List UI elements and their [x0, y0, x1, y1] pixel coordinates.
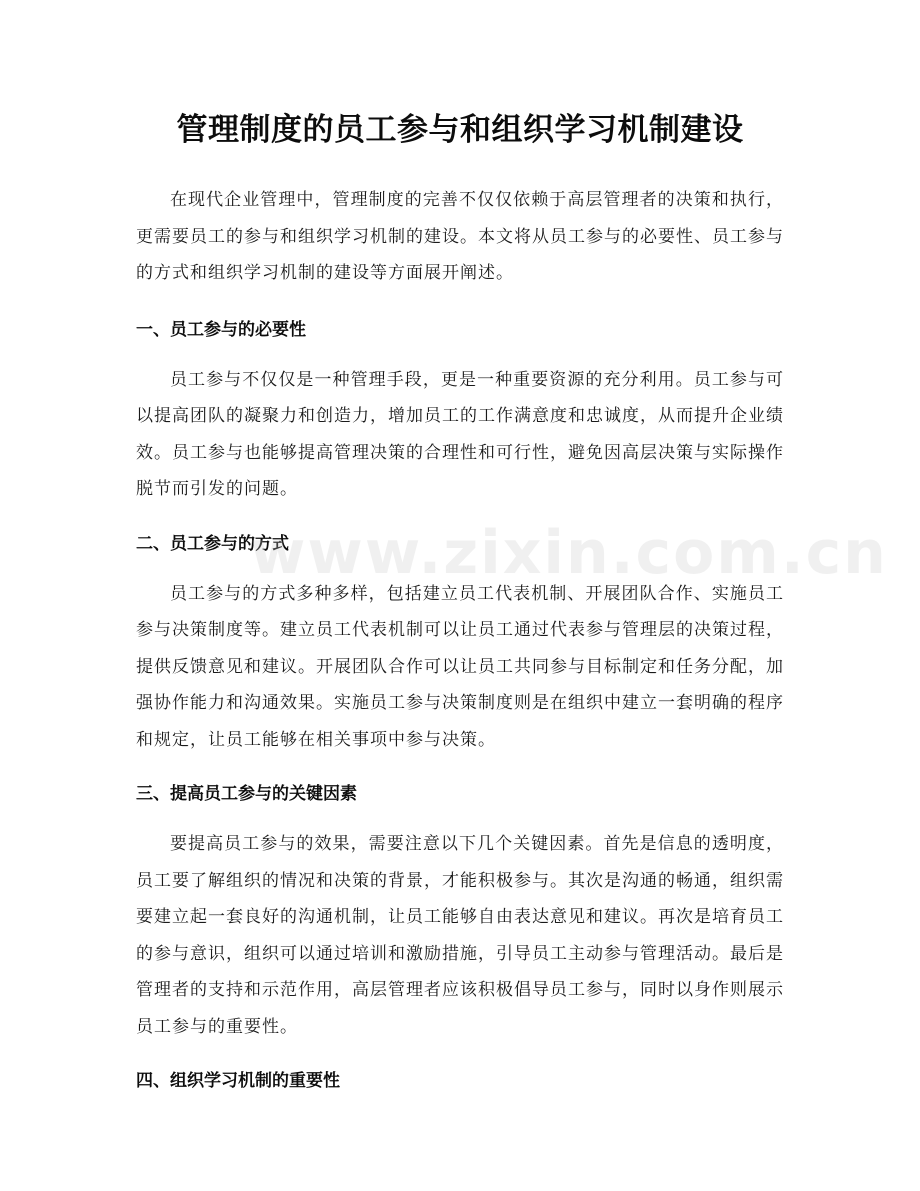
intro-paragraph: 在现代企业管理中，管理制度的完善不仅仅依赖于高层管理者的决策和执行，更需要员工的参与和组织学习机制的建设。本文将从员工参与的必要性、员工参与的方式和组织学习机制的建设等方面展开阐述。 [136, 190, 784, 283]
section-body-3: 要提高员工参与的效果，需要注意以下几个关键因素。首先是信息的透明度，员工要了解组织的情况和决策的背景，才能积极参与。其次是沟通的畅通，组织需要建立起一套良好的沟通机制，让员工能够自由表达意见和建议。再次是培育员工的参与意识，组织可以通过培训和激励措施，引导员工主动参与管理活动。最后是管理者的支持和示范作用，高层管理者应该积极倡导员工参与，同时以身作则展示员工参与的重要性。 [136, 834, 784, 1037]
section-heading-4: 四、组织学习机制的重要性 [136, 1071, 340, 1091]
section-heading-2: 二、员工参与的方式 [136, 533, 289, 554]
section-heading-3: 三、提高员工参与的关键因素 [136, 784, 357, 804]
document-title: 管理制度的员工参与和组织学习机制建设 [176, 112, 744, 148]
section-body-1: 员工参与不仅仅是一种管理手段，更是一种重要资源的充分利用。员工参与可以提高团队的凝聚力和创造力，增加员工的工作满意度和忠诚度，从而提升企业绩效。员工参与也能够提高管理决策的合理性和可行性，避免因高层决策与实际操作脱节而引发的问题。 [136, 369, 784, 499]
section-body-2: 员工参与的方式多种多样，包括建立员工代表机制、开展团队合作、实施员工参与决策制度等。建立员工代表机制可以让员工通过代表参与管理层的决策过程，提供反馈意见和建议。开展团队合作可以让员工共同参与目标制定和任务分配，加强协作能力和沟通效果。实施员工参与决策制度则是在组织中建立一套明确的程序和规定，让员工能够在相关事项中参与决策。 [136, 583, 784, 750]
section-heading-1: 一、员工参与的必要性 [136, 319, 306, 340]
watermark: www.zixin.com.cn [250, 518, 888, 588]
